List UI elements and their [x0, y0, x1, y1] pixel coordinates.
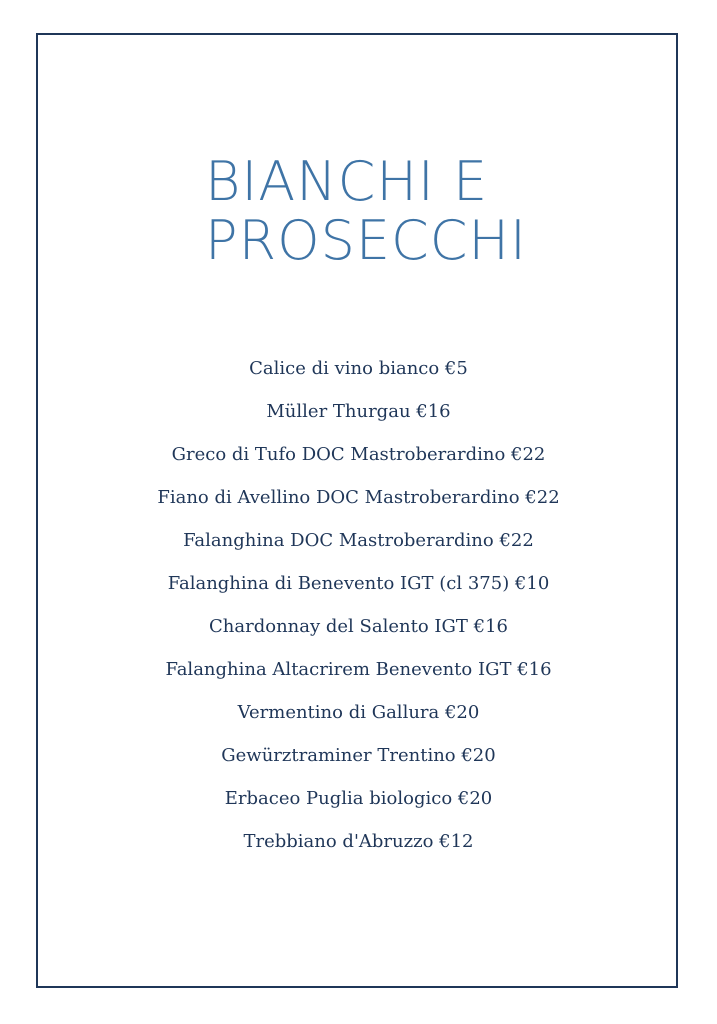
wine-item: Falanghina di Benevento IGT (cl 375) €10 [167, 573, 550, 594]
wine-item: Chardonnay del Salento IGT €16 [209, 616, 508, 637]
wine-item: Müller Thurgau €16 [266, 401, 451, 422]
wine-list [0, 347, 717, 863]
wine-item: Calice di vino bianco €5 [249, 358, 468, 379]
wine-item: Trebbiano d'Abruzzo €12 [243, 831, 474, 852]
wine-item: Vermentino di Gallura €20 [237, 702, 480, 723]
wine-item: Greco di Tufo DOC Mastroberardino €22 [171, 444, 546, 465]
wine-item: Fiano di Avellino DOC Mastroberardino €22 [157, 487, 560, 508]
wine-item: Gewürztraminer Trentino €20 [221, 745, 496, 766]
title-line-1: BIANCHI E [205, 150, 489, 213]
page-title [205, 152, 527, 270]
wine-item: Falanghina Altacrirem Benevento IGT €16 [165, 659, 552, 680]
title-line-2: PROSECCHI [205, 209, 527, 272]
wine-item: Erbaceo Puglia biologico €20 [224, 788, 493, 809]
wine-item: Falanghina DOC Mastroberardino €22 [183, 530, 534, 551]
